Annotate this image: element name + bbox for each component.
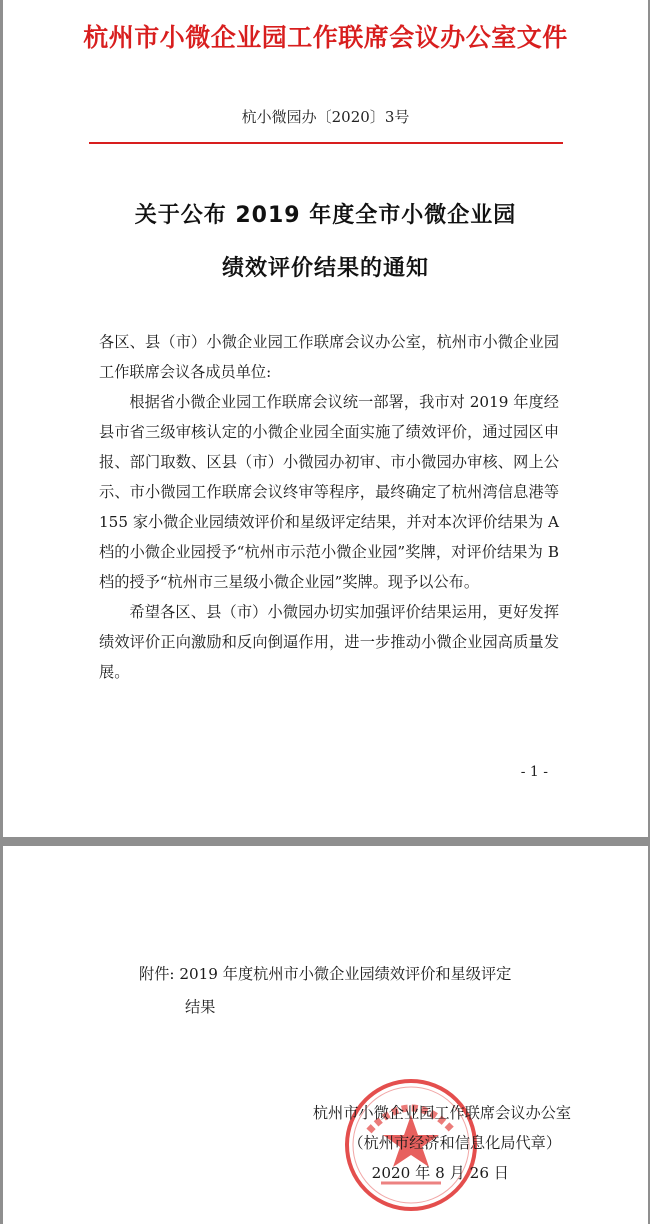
signature-block [3, 1098, 571, 1188]
attachment-line-1: 附件: 2019 年度杭州市小微企业园绩效评价和星级评定 [139, 965, 512, 983]
notice-body [99, 327, 559, 687]
red-divider-line [89, 142, 563, 144]
document-number: 杭小微园办〔2020〕3号 [241, 108, 410, 126]
body-paragraph-2: 希望各区、县（市）小微园办切实加强评价结果运用，更好发挥绩效评价正向激励和反向倒逼作用，进一步推动小微企业园高质量发展。 [99, 603, 559, 681]
body-paragraph-1: 根据省小微企业园工作联席会议统一部署，我市对 2019 年度经县市省三级审核认定的小微企业园全面实施了绩效评价，通过园区申报、部门取数、区县（市）小微园办初审、市小微园办审核、网上公示、市小微园工作联席会议终审等程序，最终确定了杭州湾信息港等 155 家小微企业园绩效评价和星级评定结果，并对本次评价结果为 A 档的小微企业园授予“杭州市示范小微企业园”奖牌，对评价结果为 B 档的授予“杭州市三星级小微企业园”奖牌。现予以公布。 [99, 393, 559, 591]
attachment-note [139, 958, 569, 1024]
issuer-header: 杭州市小微企业园工作联席会议办公室文件 [83, 23, 568, 52]
notice-title-line-1: 关于公布 2019 年度全市小微企业园 [134, 203, 517, 228]
signature-issuer: 杭州市小微企业园工作联席会议办公室 [312, 1104, 571, 1122]
notice-title-line-2: 绩效评价结果的通知 [221, 256, 429, 281]
document-page-1 [3, 0, 648, 837]
signature-proxy-seal: （杭州市经济和信息化局代章） [348, 1134, 561, 1152]
page-number: - 1 - [520, 764, 548, 780]
recipients-paragraph: 各区、县（市）小微企业园工作联席会议办公室，杭州市小微企业园工作联席会议各成员单位: [99, 333, 559, 381]
signature-date: 2020 年 8 月 26 日 [371, 1164, 509, 1182]
document-page-2 [3, 846, 648, 1224]
attachment-line-2: 结果 [185, 998, 216, 1016]
